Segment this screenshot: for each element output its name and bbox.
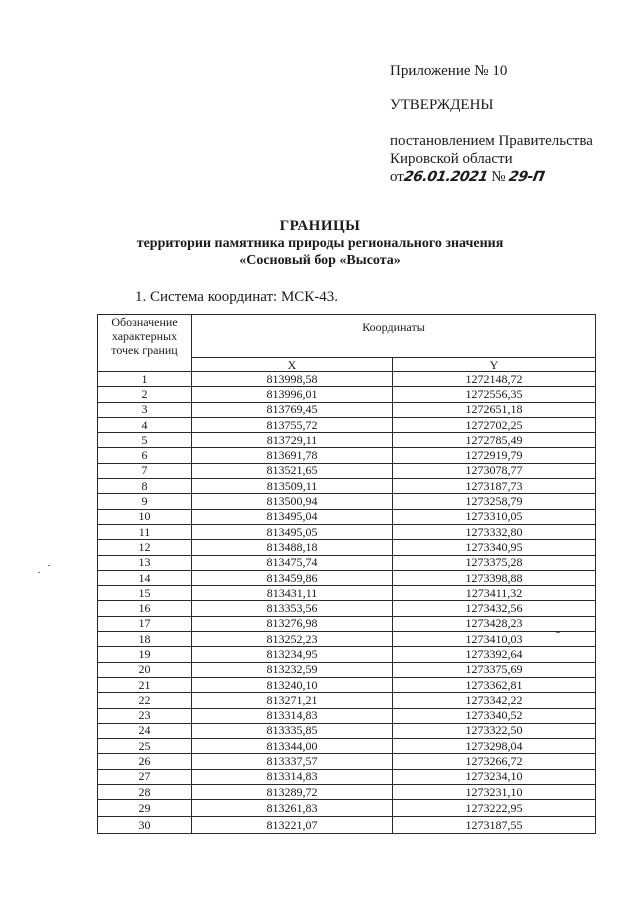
x-coordinate-cell: 813314,83: [192, 769, 393, 784]
point-number-cell: 14: [98, 570, 192, 585]
point-number-cell: 11: [98, 524, 192, 539]
table-row: [98, 402, 596, 417]
y-coordinate-cell: 1272919,79: [393, 448, 596, 463]
x-coordinate-cell: 813431,11: [192, 586, 393, 601]
table-row: [98, 372, 596, 387]
y-coordinate-cell: 1272702,25: [393, 417, 596, 432]
table-row: [98, 494, 596, 509]
header-designation: Обозначение характерных точек границ: [98, 315, 192, 372]
x-coordinate-cell: 813521,65: [192, 463, 393, 478]
y-coordinate-cell: 1273231,10: [393, 785, 596, 800]
x-coordinate-cell: 813337,57: [192, 754, 393, 769]
y-coordinate-cell: 1273340,95: [393, 540, 596, 555]
x-coordinate-cell: 813691,78: [192, 448, 393, 463]
y-coordinate-cell: 1273332,80: [393, 524, 596, 539]
scan-speck: [48, 565, 50, 566]
y-coordinate-cell: 1273398,88: [393, 570, 596, 585]
point-number-cell: 20: [98, 662, 192, 677]
y-coordinate-cell: 1273340,52: [393, 708, 596, 723]
point-number-cell: 15: [98, 586, 192, 601]
point-number-cell: 8: [98, 479, 192, 494]
table-row: [98, 754, 596, 769]
x-coordinate-cell: 813335,85: [192, 723, 393, 738]
coordinates-table-body: [98, 372, 596, 834]
table-row: [98, 785, 596, 800]
table-row: [98, 463, 596, 478]
point-number-cell: 21: [98, 677, 192, 692]
x-coordinate-cell: 813996,01: [192, 387, 393, 402]
y-coordinate-cell: 1273187,73: [393, 479, 596, 494]
coordinate-system-heading: 1. Система координат: МСК-43.: [135, 289, 339, 305]
x-coordinate-cell: 813769,45: [192, 402, 393, 417]
point-number-cell: 26: [98, 754, 192, 769]
table-row: [98, 417, 596, 432]
table-row: [98, 677, 596, 692]
point-number-cell: 24: [98, 723, 192, 738]
approved-label: УТВЕРЖДЕНЫ: [390, 97, 494, 113]
header-y: Y: [393, 358, 596, 372]
y-coordinate-cell: 1273187,55: [393, 817, 596, 834]
x-coordinate-cell: 813289,72: [192, 785, 393, 800]
x-coordinate-cell: 813998,58: [192, 372, 393, 387]
y-coordinate-cell: 1273266,72: [393, 754, 596, 769]
title-line-2: территории памятника природы регионального значения: [136, 236, 504, 251]
appendix-number: Приложение № 10: [390, 63, 508, 79]
table-row: [98, 448, 596, 463]
y-coordinate-cell: 1273428,23: [393, 616, 596, 631]
point-number-cell: 29: [98, 800, 192, 817]
point-number-cell: 19: [98, 647, 192, 662]
table-row: [98, 479, 596, 494]
x-coordinate-cell: 813271,21: [192, 693, 393, 708]
date-prefix: от: [390, 169, 404, 185]
x-coordinate-cell: 813314,83: [192, 708, 393, 723]
point-number-cell: 16: [98, 601, 192, 616]
table-row: [98, 708, 596, 723]
y-coordinate-cell: 1272556,35: [393, 387, 596, 402]
y-coordinate-cell: 1273362,81: [393, 677, 596, 692]
y-coordinate-cell: 1273410,03: [393, 632, 596, 647]
y-coordinate-cell: 1273078,77: [393, 463, 596, 478]
table-row: [98, 739, 596, 754]
y-coordinate-cell: 1273375,28: [393, 555, 596, 570]
point-number-cell: 25: [98, 739, 192, 754]
point-number-cell: 3: [98, 402, 192, 417]
header-coordinates: Координаты: [192, 315, 596, 358]
x-coordinate-cell: 813221,07: [192, 817, 393, 834]
number-sign: №: [491, 169, 506, 185]
x-coordinate-cell: 813252,23: [192, 632, 393, 647]
point-number-cell: 10: [98, 509, 192, 524]
y-coordinate-cell: 1273432,56: [393, 601, 596, 616]
x-coordinate-cell: 813459,86: [192, 570, 393, 585]
handwritten-number: 29-П: [507, 169, 546, 185]
point-number-cell: 28: [98, 785, 192, 800]
table-row: [98, 800, 596, 817]
point-number-cell: 22: [98, 693, 192, 708]
point-number-cell: 17: [98, 616, 192, 631]
x-coordinate-cell: 813276,98: [192, 616, 393, 631]
table-row: [98, 570, 596, 585]
table-row: [98, 817, 596, 834]
x-coordinate-cell: 813729,11: [192, 433, 393, 448]
x-coordinate-cell: 813500,94: [192, 494, 393, 509]
point-number-cell: 12: [98, 540, 192, 555]
point-number-cell: 4: [98, 417, 192, 432]
table-row: [98, 616, 596, 631]
approval-block: [390, 62, 630, 186]
x-coordinate-cell: 813261,83: [192, 800, 393, 817]
y-coordinate-cell: 1273392,64: [393, 647, 596, 662]
point-number-cell: 13: [98, 555, 192, 570]
x-coordinate-cell: 813488,18: [192, 540, 393, 555]
y-coordinate-cell: 1273258,79: [393, 494, 596, 509]
header-x: X: [192, 358, 393, 372]
x-coordinate-cell: 813240,10: [192, 677, 393, 692]
table-row: [98, 586, 596, 601]
decree-line-1: постановлением Правительства: [390, 133, 593, 149]
y-coordinate-cell: 1272148,72: [393, 372, 596, 387]
y-coordinate-cell: 1273342,22: [393, 693, 596, 708]
table-row: [98, 433, 596, 448]
table-row: [98, 387, 596, 402]
title-line-3: «Сосновый бор «Высота»: [239, 253, 401, 268]
x-coordinate-cell: 813344,00: [192, 739, 393, 754]
y-coordinate-cell: 1273222,95: [393, 800, 596, 817]
x-coordinate-cell: 813495,04: [192, 509, 393, 524]
handwritten-date: 26.01.2021: [402, 169, 489, 185]
table-row: [98, 555, 596, 570]
scan-speck: [38, 572, 40, 573]
table-row: [98, 632, 596, 647]
coordinates-table: [97, 314, 596, 834]
x-coordinate-cell: 813509,11: [192, 479, 393, 494]
title-main: ГРАНИЦЫ: [279, 218, 361, 234]
point-number-cell: 18: [98, 632, 192, 647]
point-number-cell: 6: [98, 448, 192, 463]
table-row: [98, 601, 596, 616]
x-coordinate-cell: 813755,72: [192, 417, 393, 432]
point-number-cell: 1: [98, 372, 192, 387]
point-number-cell: 30: [98, 817, 192, 834]
y-coordinate-cell: 1273310,05: [393, 509, 596, 524]
x-coordinate-cell: 813495,05: [192, 524, 393, 539]
table-row: [98, 540, 596, 555]
spacer: [390, 80, 630, 96]
x-coordinate-cell: 813353,56: [192, 601, 393, 616]
decree-line-2: Кировской области: [390, 151, 513, 167]
document-title: [0, 218, 640, 269]
point-number-cell: 5: [98, 433, 192, 448]
y-coordinate-cell: 1273234,10: [393, 769, 596, 784]
table-row: [98, 647, 596, 662]
table-row: [98, 509, 596, 524]
point-number-cell: 2: [98, 387, 192, 402]
y-coordinate-cell: 1273411,32: [393, 586, 596, 601]
decree-date-line: [390, 168, 630, 186]
scan-speck: [556, 632, 560, 633]
spacer: [390, 114, 630, 132]
point-number-cell: 9: [98, 494, 192, 509]
y-coordinate-cell: 1273375,69: [393, 662, 596, 677]
table-row: [98, 723, 596, 738]
point-number-cell: 27: [98, 769, 192, 784]
table-row: [98, 524, 596, 539]
y-coordinate-cell: 1273322,50: [393, 723, 596, 738]
y-coordinate-cell: 1273298,04: [393, 739, 596, 754]
table-row: [98, 662, 596, 677]
point-number-cell: 7: [98, 463, 192, 478]
x-coordinate-cell: 813234,95: [192, 647, 393, 662]
table-row: [98, 693, 596, 708]
table-row: [98, 769, 596, 784]
x-coordinate-cell: 813475,74: [192, 555, 393, 570]
point-number-cell: 23: [98, 708, 192, 723]
y-coordinate-cell: 1272785,49: [393, 433, 596, 448]
y-coordinate-cell: 1272651,18: [393, 402, 596, 417]
x-coordinate-cell: 813232,59: [192, 662, 393, 677]
